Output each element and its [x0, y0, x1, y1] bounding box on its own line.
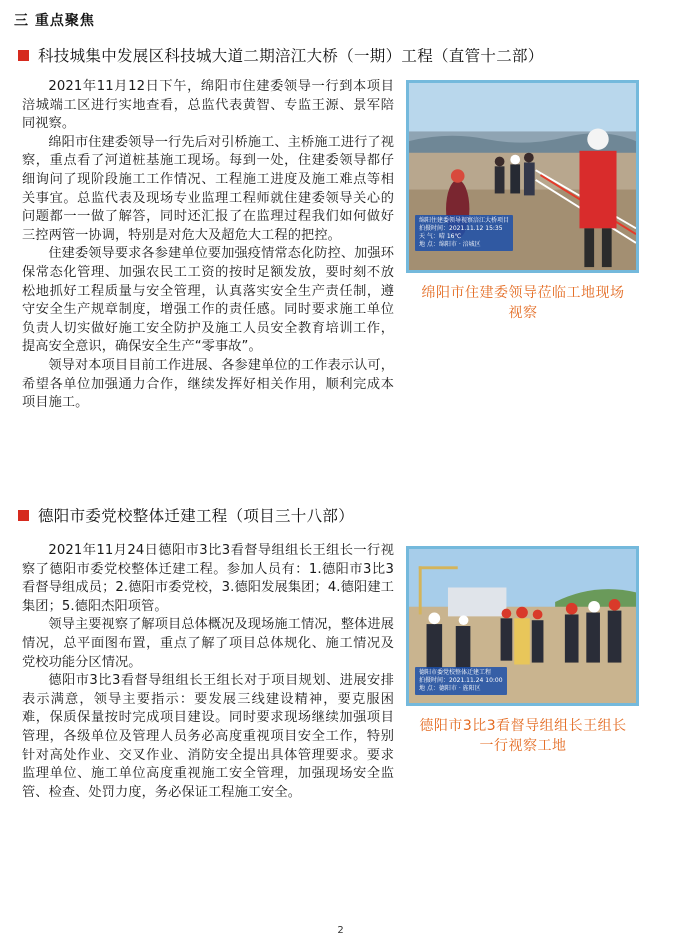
red-square-icon [18, 50, 29, 61]
project1-caption: 绵阳市住建委领导莅临工地现场视察 [421, 285, 625, 321]
project2-heading [18, 504, 354, 526]
project2-title: 德阳市委党校整体迁建工程（项目三十八部） [38, 507, 355, 525]
paragraph: 2021年11月12日下午，绵阳市住建委领导一行到本项目涪城端工区进行实地查看，总监代表黄智、专监王源、景军陪同视察。 [22, 79, 394, 132]
photo-watermark [415, 667, 507, 695]
paragraph: 德阳市3比3看督导组组长王组长对于项目规划、进展安排表示满意，领导主要指示：要发展三线建设精神，要克服困难，保质保量按时完成项目建设。同时要求现场继续加强项目管理，各级单位及管理人员务必高度重视项目安全工作，特别针对高处作业、交叉作业、消防安全提出具体管理要求。要求监理单位、施工单位高度重视施工安全管理，加强现场安全监管、检查、处罚力度，务必保证工程施工安全。 [22, 673, 394, 800]
project2-caption: 德阳市3比3看督导组组长王组长一行视察工地 [419, 718, 627, 754]
project1-title: 科技城集中发展区科技城大道二期涪江大桥（一期）工程（直管十二部） [38, 47, 544, 65]
watermark-place: 地 点：德阳市 · 旌阳区 [419, 685, 481, 692]
paragraph: 2021年11月24日德阳市3比3看督导组组长王组长一行视察了德阳市委党校整体迁建工程。参加人员有：1.德阳市3比3看督导组成员；2.德阳市委党校，3.德阳发展集团；4.德阳建工集团；5.德阳杰阳项管。 [22, 543, 394, 614]
paragraph: 领导对本项目目前工作进展、各参建单位的工作表示认可，希望各单位加强通力合作，继续发挥好相关作用，顺利完成本项目施工。 [22, 357, 394, 411]
paragraph: 住建委领导要求各参建单位要加强疫情常态化防控、加强环保常态化管理、加强农民工工资的按时足额发放，要时刻不放松地抓好工程质量与安全管理，认真落实安全生产责任制，遵守安全生产规章制度，增强工作的责任感。同时要求施工单位负责人切实做好施工安全防护及施工人员安全教育培训工作，提高安全意识，确保安全生产“零事故”。 [22, 246, 394, 355]
page-number: 2 [337, 925, 344, 936]
paragraph: 绵阳市住建委领导一行先后对引桥施工、主桥施工进行了视察，重点看了河道桩基施工现场。每到一处，住建委领导都仔细询问了现阶段施工工作情况、工程施工进度及施工难点等相关事宜。总监代表及现场专业监理工程师就住建委领导关心的问题都一一做了解答，同时还汇报了在监理过程我们如何做好三控两管一协调，特别是对危大及超危大工程的把控。 [22, 134, 394, 243]
project2-photo [406, 546, 639, 706]
project2-body [22, 542, 394, 802]
project1-photo [406, 80, 639, 273]
watermark-title: 绵阳住建委领导视察涪江大桥项目 [419, 217, 510, 224]
watermark-time: 拍摄时间：2021.11.24 10:00 [419, 677, 503, 684]
project1-body [22, 78, 394, 413]
watermark-weather: 天 气：晴 16℃ [419, 233, 462, 240]
watermark-place: 地 点：绵阳市 · 涪城区 [419, 241, 481, 248]
red-square-icon [18, 510, 29, 521]
watermark-time: 拍摄时间：2021.11.12 15:35 [419, 225, 503, 232]
paragraph: 领导主要视察了解项目总体概况及现场施工情况，整体进展情况，总平面图布置，重点了解了项目总体规化、施工情况及党校功能分区情况。 [22, 617, 394, 670]
watermark-title: 德阳市委党校整体迁建工程 [419, 669, 492, 676]
section-title: 三 重点聚焦 [14, 13, 95, 29]
photo-watermark [415, 215, 513, 251]
project1-heading [18, 44, 544, 66]
